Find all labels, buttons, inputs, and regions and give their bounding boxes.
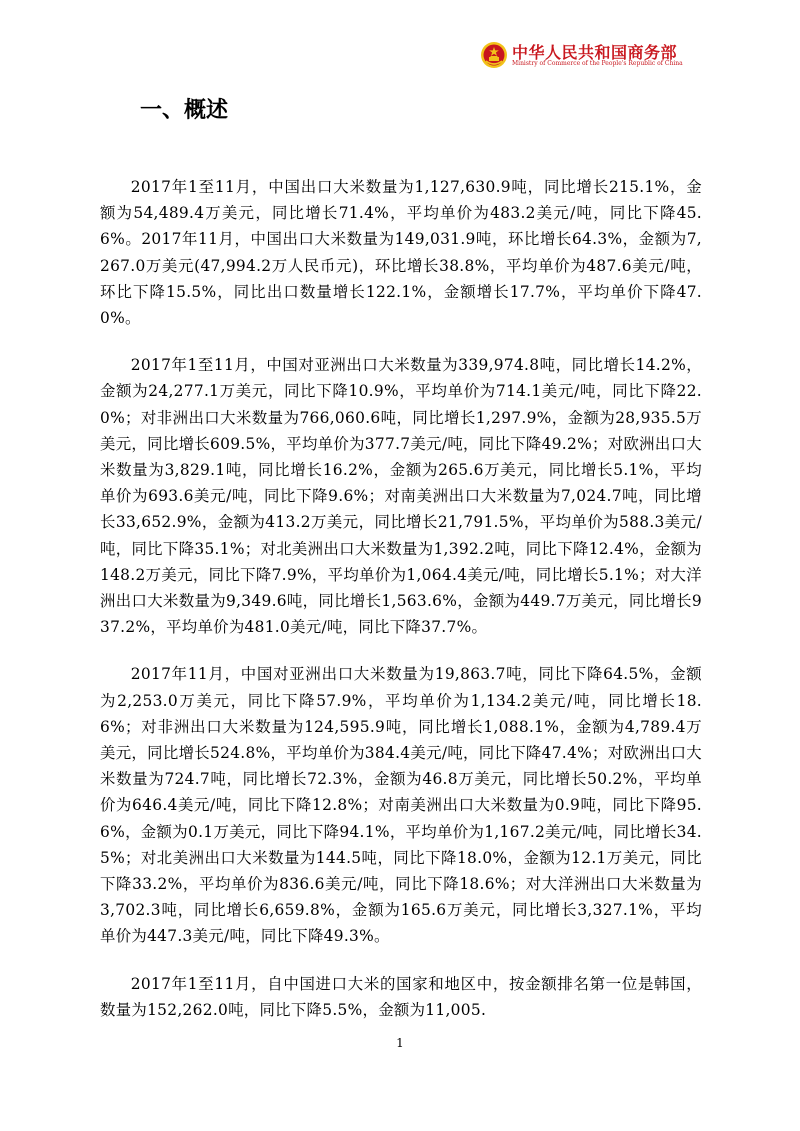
paragraph-importing-countries: 2017年1至11月，自中国进口大米的国家和地区中，按金额排名第一位是韩国，数量为152,262.0吨，同比下降5.5%，金额为11,005. bbox=[100, 974, 702, 1019]
page-header bbox=[480, 38, 700, 74]
page-number: 1 bbox=[396, 1036, 404, 1050]
document-body bbox=[100, 174, 702, 1044]
org-name-english: Ministry of Commerce of the People's Republic of China bbox=[512, 60, 683, 67]
section-title: 一、概述 bbox=[140, 98, 229, 123]
paragraph-by-continent-november: 2017年11月，中国对亚洲出口大米数量为19,863.7吨，同比下降64.5%，金额为2,253.0万美元，同比下降57.9%，平均单价为1,134.2美元/吨，同比增长18.6%；对非洲出口大米数量为124,595.9吨，同比增长1,088.1%，金额为4,789.4万美元，同比增长524.8%，平均单价为384.4美元/吨，同比下降47.4%；对欧洲出口大米数量为724.7吨，同比增长72.3%，金额为46.8万美元，同比增长50.2%，平均单价为646.4美元/吨，同比下降12.8%；对南美洲出口大米数量为0.9吨，同比下降95.6%，金额为0.1万美元，同比下降94.1%，平均单价为1,167.2美元/吨，同比增长34.5%；对北美洲出口大米数量为144.5吨，同比下降18.0%，金额为12.1万美元，同比下降33.2%，平均单价为836.6美元/吨，同比下降18.6%；对大洋洲出口大米数量为3,702.3吨，同比增长6,659.8%，金额为165.6万美元，同比增长3,327.1%，平均单价为447.3美元/吨，同比下降49.3%。 bbox=[100, 665, 702, 946]
org-name: 中华人民共和国商务部 bbox=[512, 43, 678, 62]
paragraph-overview: 2017年1至11月，中国出口大米数量为1,127,630.9吨，同比增长215.1%，金额为54,489.4万美元，同比增长71.4%，平均单价为483.2美元/吨，同比下降45.6%。2017年11月，中国出口大米数量为149,031.9吨，环比增长64.3%，金额为7,267.0万美元(47,994.2万人民币元)，环比增长38.8%，平均单价为487.6美元/吨，环比下降15.5%，同比出口数量增长122.1%，金额增长17.7%，平均单价下降47.0%。 bbox=[100, 178, 702, 328]
national-emblem-icon bbox=[480, 41, 508, 69]
paragraph-by-continent-ytd: 2017年1至11月，中国对亚洲出口大米数量为339,974.8吨，同比增长14.2%，金额为24,277.1万美元，同比下降10.9%，平均单价为714.1美元/吨，同比下降22.0%；对非洲出口大米数量为766,060.6吨，同比增长1,297.9%，金额为28,935.5万美元，同比增长609.5%，平均单价为377.7美元/吨，同比下降49.2%；对欧洲出口大米数量为3,829.1吨，同比增长16.2%，金额为265.6万美元，同比增长5.1%，平均单价为693.6美元/吨，同比下降9.6%；对南美洲出口大米数量为7,024.7吨，同比增长33,652.9%，金额为413.2万美元，同比增长21,791.5%，平均单价为588.3美元/吨，同比下降35.1%；对北美洲出口大米数量为1,392.2吨，同比下降12.4%，金额为148.2万美元，同比下降7.9%，平均单价为1,064.4美元/吨，同比增长5.1%；对大洋洲出口大米数量为9,349.6吨，同比增长1,563.6%，金额为449.7万美元，同比增长937.2%，平均单价为481.0美元/吨，同比下降37.7%。 bbox=[100, 356, 702, 637]
